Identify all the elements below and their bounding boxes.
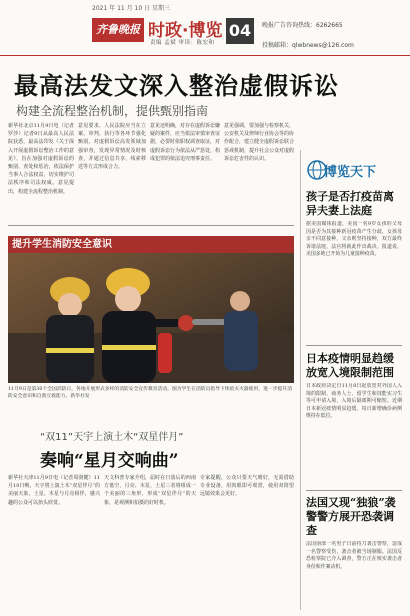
photo-caption: 11月9日是第30个全国消防日，各地开展形式多样的消防安全宣传教育活动。图为学生在消防员指导下体验灭火器使用，进一步提升消防安全意识和自救互救能力。新华社发	[8, 387, 292, 399]
side-story-2	[306, 352, 402, 491]
top-info-line	[0, 3, 410, 12]
lead-headline: 最高法发文深入整治虚假诉讼	[14, 71, 339, 100]
issue-date: 2021 年 11 月 10 日 星期三	[92, 5, 170, 12]
lead-column-1: 新华社北京11月9日电（记者罗沙）记者9日从最高人民法院获悉，最高法印发《关于深入开展虚假诉讼整治工作的意见》，旨在加强对虚假诉讼的甄别、查处和惩治，依法保护当事人合法权益，切实维护司法秩序和司法权威。意见提出，构建全流程整治机制。	[8, 123, 74, 195]
column-divider	[300, 150, 301, 610]
sidebar-banner	[306, 157, 402, 183]
story2-column-3: 专家提醒，公众只要天气晴好，无需借助专业设备，用肉眼即可观赏，使用双筒望远镜效果会更好。	[200, 475, 294, 498]
lead-column-4: 意见强调，要加强与检察机关、公安机关及律师行业协会等的协作配合，建立健全虚假诉讼联合惩戒机制，提升社会公众对虚假诉讼危害性的认识。	[224, 123, 294, 162]
photo-illustration	[8, 253, 294, 383]
submission-email[interactable]: 投稿邮箱：qlwbnews@126.com	[262, 42, 354, 49]
section-editors: 责编 孟斌 审读：陈宏和	[150, 40, 215, 46]
side-story-1	[306, 190, 402, 341]
side-story-3-title: 法国又现“独狼”袭警警方展开恐袭调查	[306, 496, 396, 537]
newspaper-logo: 齐鲁晚报	[92, 18, 144, 42]
page-number: 04	[226, 18, 254, 44]
story2-column-1: 新华社天津11月9日电（记者周润健）11月10日晚，天宇将上演土木“双星伴月”的美丽天象，土星、木星与月亮相伴，感兴趣的公众可以抬头欣赏。	[8, 475, 100, 506]
lead-column-2: 意见要求，人民法院应当在立案、审判、执行等各环节强化甄别，对虚假诉讼高发领域加强审查，发现异常情况及时核查，并通过信息共享、线索移送等方式形成合力。	[78, 123, 146, 171]
section-divider	[8, 225, 294, 226]
side-story-1-title: 孩子是否打疫苗离异夫妻上法庭	[306, 190, 394, 217]
side-separator-1	[306, 345, 402, 346]
masthead	[0, 12, 410, 56]
section-title: 时政·博览	[148, 21, 223, 41]
side-story-2-title: 日本疫情明显趋缓放宽入境限制范围	[306, 352, 394, 379]
side-story-3	[306, 496, 402, 616]
side-story-3-text: 法国南部一名男子日前持刀袭击警察，造成一名警察受伤，袭击者被当场制服。法国反恐检察院已介入调查，警方正在核实袭击者身份和作案动机。	[306, 541, 402, 570]
story2-kicker: “双11”天宇上演土木“双星伴月”	[40, 432, 184, 443]
side-story-1-text: 据美国媒体报道，美国一名9岁女孩的父母因是否为其接种新冠疫苗产生分歧，女孩母亲不同意接种，父亲则坚持接种，双方最终诉诸法庭，法官将就此作出裁决。报道说，美国多地已开始为儿童接种疫苗。	[306, 221, 402, 258]
side-separator-2	[306, 490, 402, 491]
lead-column-3: 意见还明确，对存在虚假诉讼嫌疑的案件，应当依法审慎审查证据，必要时依职权调查取证，对虚假诉讼行为依法从严惩处，构成犯罪的依法追究刑事责任。	[150, 123, 220, 162]
firefighter-photo	[8, 253, 294, 383]
side-story-2-text: 日本政府决定自11月8日起放宽对外国人入境的限制，商务人士、留学生和技能实习生等可申请入境，入境后隔离期可缩短。近期日本新冠疫情明显趋缓，每日新增确诊病例维持在低位。	[306, 383, 402, 420]
photo-title-bar: 提升学生消防安全意识	[8, 236, 294, 253]
story2-headline: 奏响“星月交响曲”	[40, 451, 179, 471]
sidebar-banner-label: 博览天下	[324, 165, 377, 180]
story2-column-2: 天文科普专家介绍，届时在日落后的西南方低空，月亮、木星、土星三者将组成一个美丽的三角形，形成“双星伴月”的天象，是观测和拍摄的好时机。	[104, 475, 196, 506]
ad-hotline: 晚报广告咨询热线：6262665	[262, 22, 343, 29]
lead-subhead: 构建全流程整治机制，提供甄别指南	[16, 104, 209, 118]
